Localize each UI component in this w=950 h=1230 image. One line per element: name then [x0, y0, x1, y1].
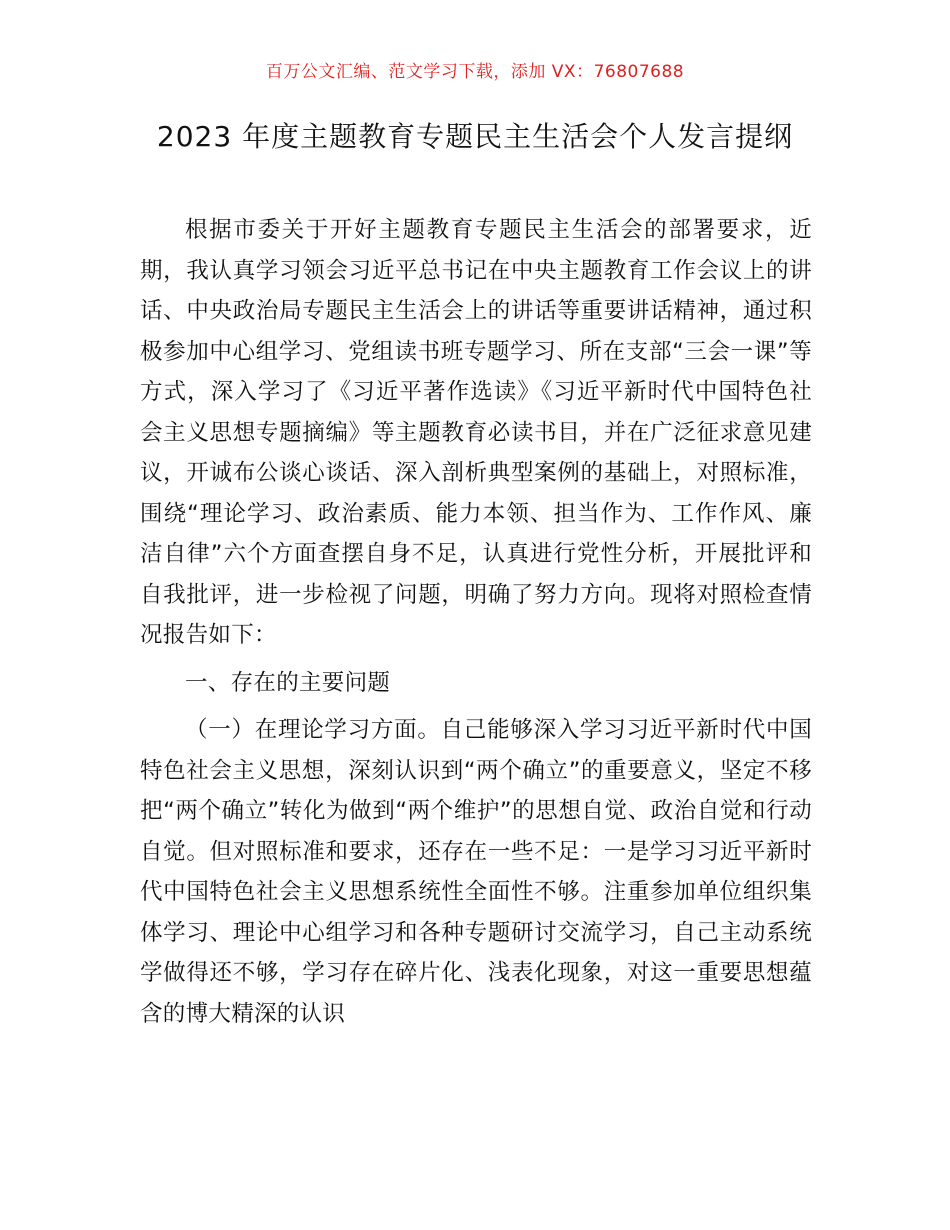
section-1-paragraph: （一）在理论学习方面。自己能够深入学习习近平新时代中国特色社会主义思想，深刻认识到“两个确立”的重要意义，坚定不移把“两个确立”转化为做到“两个维护”的思想自觉、政治自觉和行动自觉。但对照标准和要求，还存在一些不足：一是学习习近平新时代中国特色社会主义思想系统性全面性不够。注重参加单位组织集体学习、理论中心组学习和各种专题研讨交流学习，自己主动系统学做得还不够，学习存在碎片化、浅表化现象，对这一重要思想蕴含的博大精深的认识 — [140, 717, 812, 1027]
document-title: 2023 年度主题教育专题民主生活会个人发言提纲 — [156, 120, 794, 153]
intro-paragraph: 根据市委关于开好主题教育专题民主生活会的部署要求，近期，我认真学习领会习近平总书记在中央主题教育工作会议上的讲话、中央政治局专题民主生活会上的讲话等重要讲话精神，通过积极参加中心组学习、党组读书班专题学习、所在支部“三会一课”等方式，深入学习了《习近平著作选读》《习近平新时代中国特色社会主义思想专题摘编》等主题教育必读书目，并在广泛征求意见建议，开诚布公谈心谈话、深入剖析典型案例的基础上，对照标准，围绕“理论学习、政治素质、能力本领、担当作为、工作作风、廉洁自律”六个方面查摆自身不足，认真进行党性分析，开展批评和自我批评，进一步检视了问题，明确了努力方向。现将对照检查情况报告如下： — [140, 217, 812, 648]
header-note: 百万公文汇编、范文学习下载，添加 VX：76807688 — [265, 62, 685, 82]
section-heading: 一、存在的主要问题 — [185, 669, 391, 696]
document-body — [140, 210, 812, 1034]
